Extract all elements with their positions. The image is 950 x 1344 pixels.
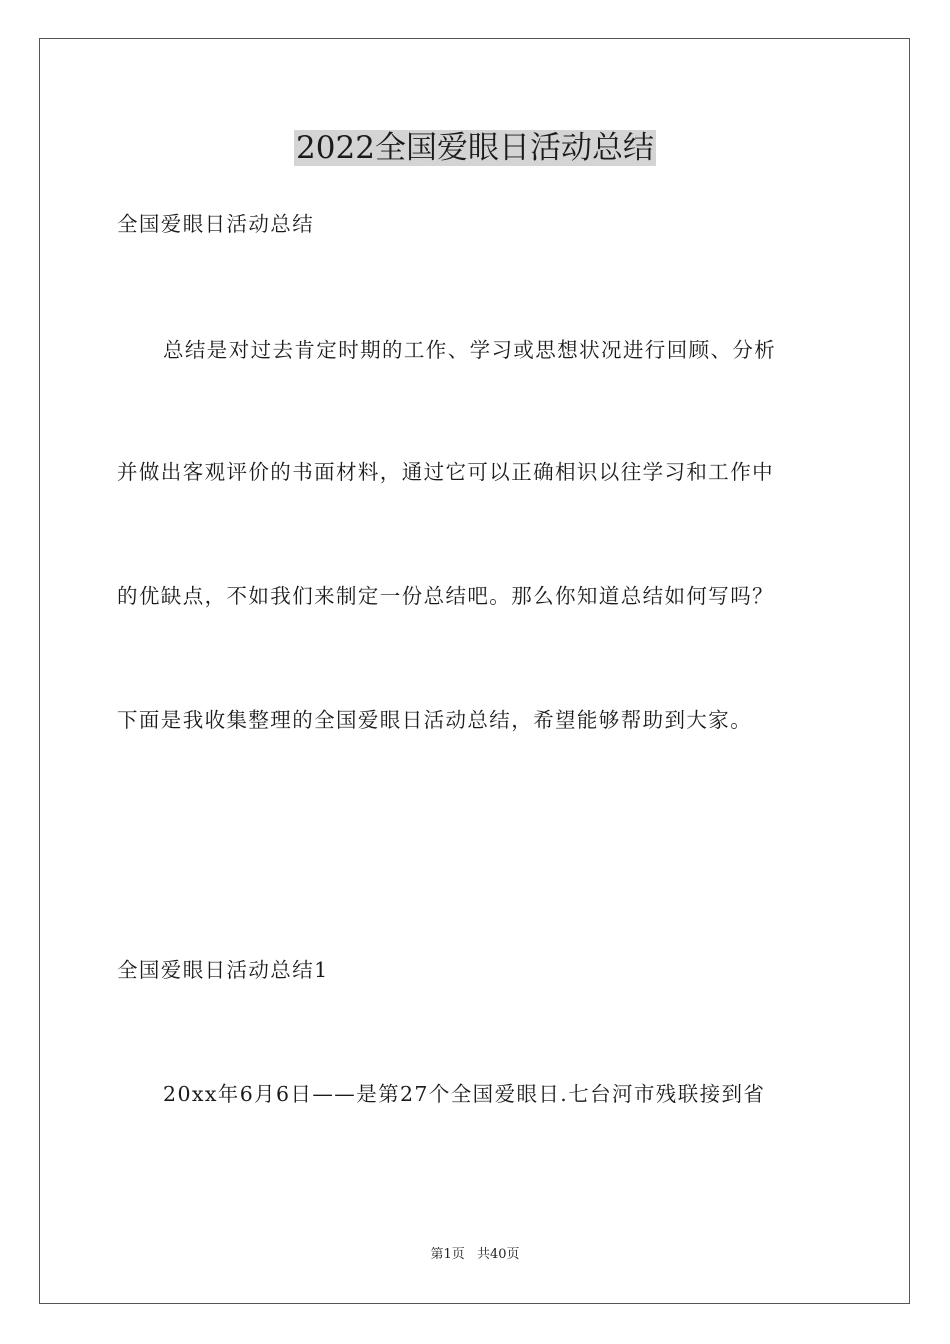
paragraph-line: 并做出客观评价的书面材料，通过它可以正确相识以往学习和工作中 — [117, 460, 774, 484]
paragraph-line: 下面是我收集整理的全国爱眼日活动总结，希望能够帮助到大家。 — [117, 708, 753, 732]
document-title: 2022全国爱眼日活动总结 — [296, 130, 654, 166]
page-footer — [0, 1246, 950, 1264]
paragraph-line: 的优缺点，不如我们来制定一份总结吧。那么你知道总结如何写吗？ — [117, 584, 774, 608]
section-heading: 全国爱眼日活动总结1 — [117, 958, 329, 982]
paragraph-line: 20xx年6月6日——是第27个全国爱眼日.七台河市残联接到省 — [163, 1082, 766, 1106]
page-total: 共40页 — [476, 1247, 520, 1262]
page-number: 第1页 — [430, 1247, 465, 1262]
paragraph-line: 总结是对过去肯定时期的工作、学习或思想状况进行回顾、分析 — [163, 338, 777, 362]
document-subtitle: 全国爱眼日活动总结 — [117, 212, 315, 236]
